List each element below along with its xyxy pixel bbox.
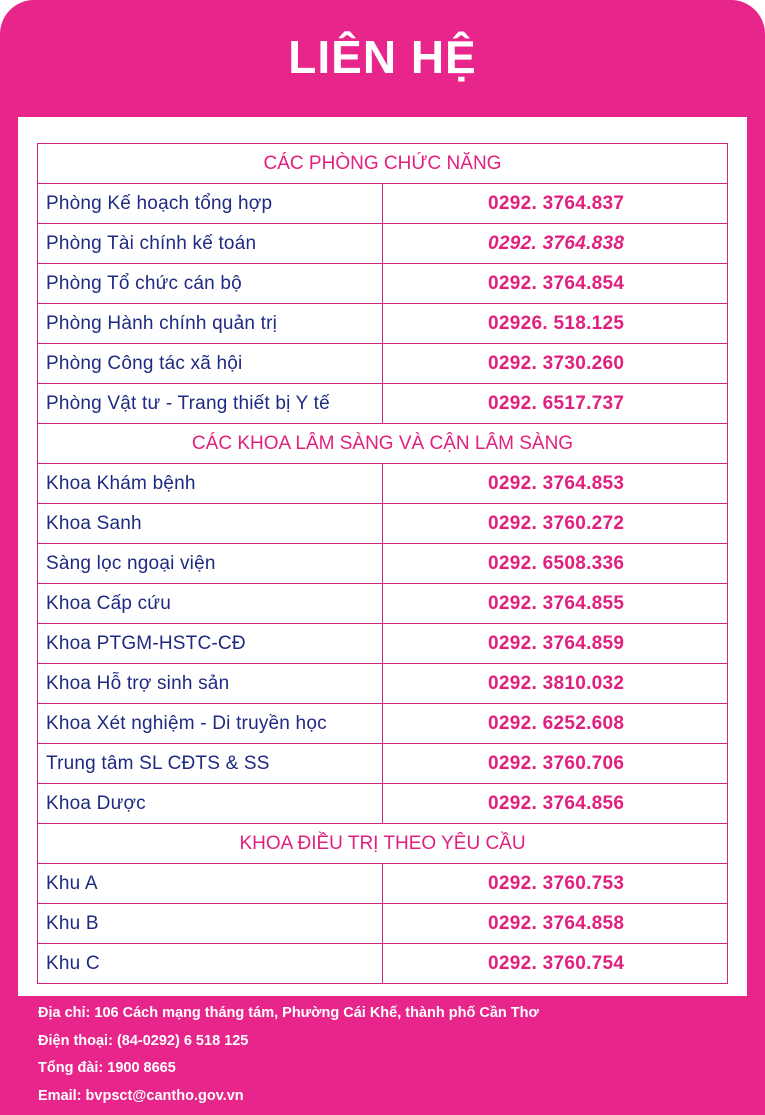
section-header-row [38,144,728,184]
footer [38,1000,738,1110]
table-row [38,384,728,424]
table-row [38,344,728,384]
table-row [38,904,728,944]
footer-phone[interactable]: Điện thoại: (84-0292) 6 518 125 [38,1032,249,1049]
department-name: Phòng Vật tư - Trang thiết bị Y tế [38,384,383,424]
table-row [38,704,728,744]
table-row [38,264,728,304]
phone-number[interactable]: 0292. 3764.837 [383,184,728,224]
department-name: Phòng Tổ chức cán bộ [38,264,383,304]
table-row [38,464,728,504]
section-heading: KHOA ĐIỀU TRỊ THEO YÊU CẦU [38,824,728,864]
department-name: Phòng Công tác xã hội [38,344,383,384]
phone-number[interactable]: 0292. 3760.272 [383,504,728,544]
department-name: Khoa Khám bệnh [38,464,383,504]
department-name: Khoa Dược [38,784,383,824]
footer-hotline[interactable]: Tổng đài: 1900 8665 [38,1060,176,1076]
phone-number[interactable]: 02926. 518.125 [383,304,728,344]
phone-number[interactable]: 0292. 3760.706 [383,744,728,784]
table-row [38,664,728,704]
department-name: Khu C [38,944,383,984]
footer-email[interactable]: Email: bvpsct@cantho.gov.vn [38,1087,244,1104]
phone-number[interactable]: 0292. 3764.853 [383,464,728,504]
department-name: Khoa PTGM-HSTC-CĐ [38,624,383,664]
contact-panel [18,117,747,996]
department-name: Khoa Xét nghiệm - Di truyền học [38,704,383,744]
section-header-row [38,424,728,464]
contact-table [37,143,728,984]
department-name: Khoa Cấp cứu [38,584,383,624]
footer-address: Địa chỉ: 106 Cách mạng tháng tám, Phường Cái Khế, thành phố Cần Thơ [38,1005,539,1021]
phone-number[interactable]: 0292. 6508.336 [383,544,728,584]
table-row [38,624,728,664]
phone-number[interactable]: 0292. 6252.608 [383,704,728,744]
page-title: LIÊN HỆ [288,30,477,83]
section-heading: CÁC PHÒNG CHỨC NĂNG [38,144,728,184]
phone-number[interactable]: 0292. 6517.737 [383,384,728,424]
department-name: Trung tâm SL CĐTS & SS [38,744,383,784]
table-row [38,584,728,624]
department-name: Khoa Sanh [38,504,383,544]
section-heading: CÁC KHOA LÂM SÀNG VÀ CẬN LÂM SÀNG [38,424,728,464]
phone-number[interactable]: 0292. 3764.854 [383,264,728,304]
table-row [38,864,728,904]
table-row [38,304,728,344]
section-header-row [38,824,728,864]
department-name: Sàng lọc ngoại viện [38,544,383,584]
table-row [38,184,728,224]
phone-number[interactable]: 0292. 3764.859 [383,624,728,664]
table-row [38,504,728,544]
phone-number[interactable]: 0292. 3760.753 [383,864,728,904]
phone-number[interactable]: 0292. 3764.838 [383,224,728,264]
phone-number[interactable]: 0292. 3764.855 [383,584,728,624]
department-name: Phòng Tài chính kế toán [38,224,383,264]
table-row [38,944,728,984]
department-name: Phòng Hành chính quản trị [38,304,383,344]
table-row [38,544,728,584]
phone-number[interactable]: 0292. 3760.754 [383,944,728,984]
table-row [38,784,728,824]
department-name: Khoa Hỗ trợ sinh sản [38,664,383,704]
department-name: Khu B [38,904,383,944]
table-row [38,744,728,784]
phone-number[interactable]: 0292. 3764.856 [383,784,728,824]
department-name: Khu A [38,864,383,904]
phone-number[interactable]: 0292. 3810.032 [383,664,728,704]
table-row [38,224,728,264]
header [0,0,765,117]
phone-number[interactable]: 0292. 3730.260 [383,344,728,384]
department-name: Phòng Kế hoạch tổng hợp [38,184,383,224]
phone-number[interactable]: 0292. 3764.858 [383,904,728,944]
